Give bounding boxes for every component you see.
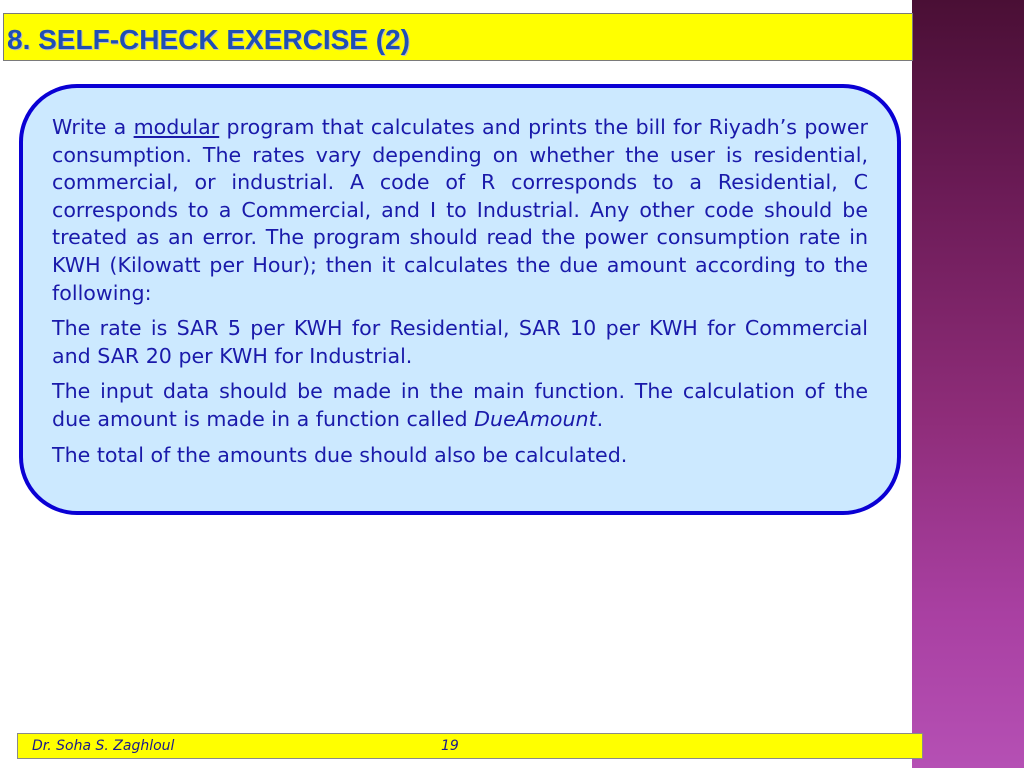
page-number: 19 <box>441 738 459 754</box>
modular-keyword: modular <box>133 115 220 139</box>
paragraph-1-prefix: Write a <box>52 115 134 139</box>
paragraph-3-prefix: The input data should be made in the main function. The calculation of the due amount is made in a function called <box>52 379 868 431</box>
exercise-paragraph-4: The total of the amounts due should also be calculated. <box>52 442 628 467</box>
exercise-paragraph-2: The rate is SAR 5 per KWH for Residential, SAR 10 per KWH for Commercial and SAR 20 per KWH for Industrial. <box>52 316 868 368</box>
exercise-content-box <box>19 84 901 515</box>
slide-title: 8. SELF-CHECK EXERCISE (2) <box>7 24 410 55</box>
decorative-sidebar <box>912 0 1024 768</box>
paragraph-3-suffix: . <box>596 406 604 431</box>
function-name: DueAmount <box>474 406 597 431</box>
footer-author: Dr. Soha S. Zaghloul <box>32 738 175 754</box>
paragraph-1-rest: program that calculates and prints the bill for Riyadh’s power consumption. The rates vary depending on whether the user is residential, commercial, or industrial. A code of R corresponds to a Residential, C corresponds to a Commercial, and I to Industrial. Any other code should be treated as an error. The program should read the power consumption rate in KWH (Kilowatt per Hour); then it calculates the due amount according to the following: <box>52 115 868 305</box>
exercise-paragraph-1 <box>52 114 868 307</box>
exercise-paragraph-3 <box>52 378 868 433</box>
